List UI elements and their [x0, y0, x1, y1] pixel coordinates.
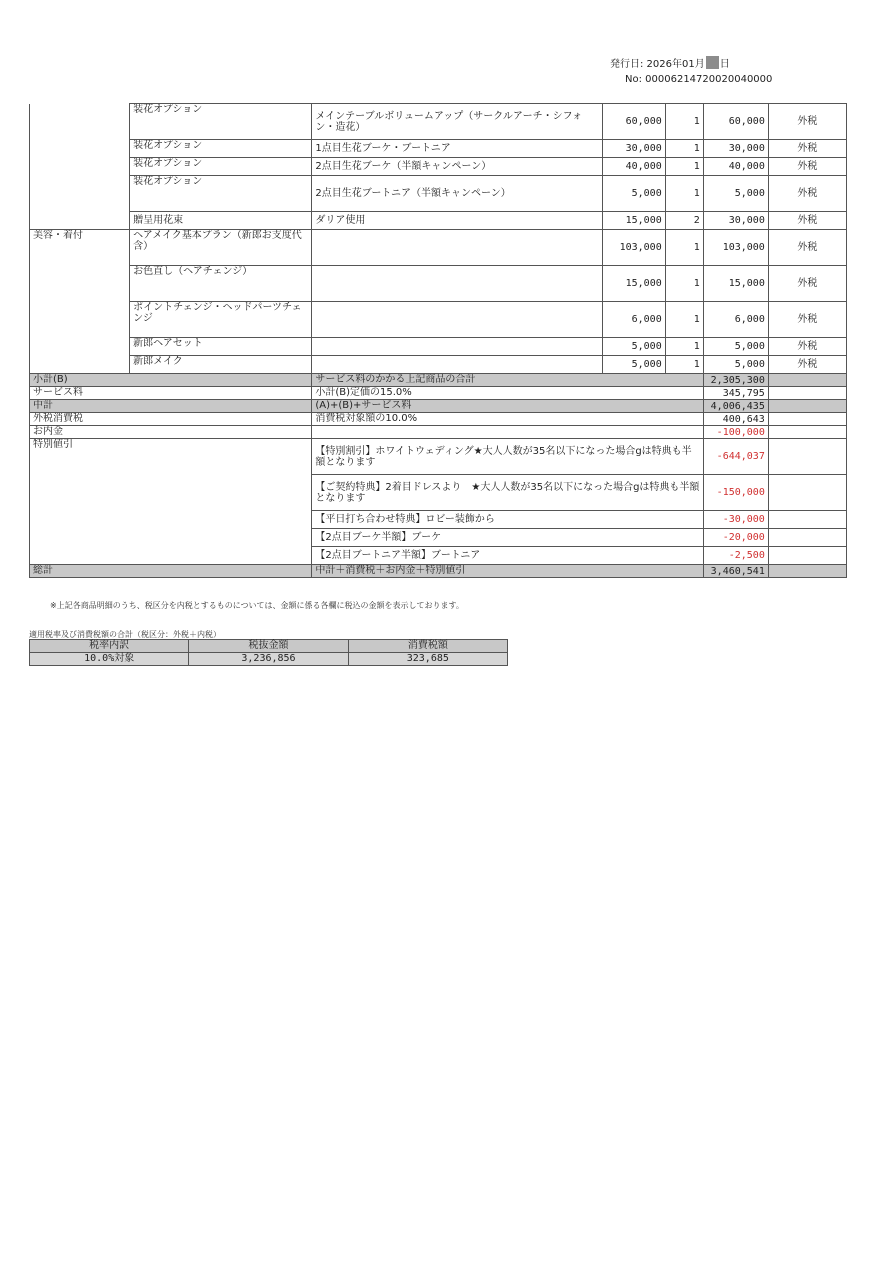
amount: 5,000 — [703, 338, 768, 356]
category-cell — [30, 158, 130, 176]
unit-price: 15,000 — [602, 266, 665, 302]
amount: 60,000 — [703, 104, 768, 140]
tax-type: 外税 — [768, 104, 846, 140]
item-name: ポイントチェンジ・ヘッドパーツチェンジ — [130, 302, 312, 338]
summary-amount: -100,000 — [703, 426, 768, 439]
amount: 30,000 — [703, 140, 768, 158]
summary-label: 総計 — [30, 565, 312, 578]
tax-type: 外税 — [768, 140, 846, 158]
tax-type: 外税 — [768, 356, 846, 374]
summary-label: お内金 — [30, 426, 312, 439]
category-cell: 美容・着付 — [30, 230, 130, 266]
item-name: 新郎ヘアセット — [130, 338, 312, 356]
category-cell — [30, 356, 130, 374]
unit-price: 15,000 — [602, 212, 665, 230]
deposit-row — [30, 426, 847, 439]
tax-header-rate: 税率内訳 — [30, 640, 189, 653]
summary-label: 小計(B) — [30, 374, 312, 387]
summary-desc: 消費税対象額の10.0% — [312, 413, 703, 426]
summary-desc — [312, 426, 703, 439]
discount-desc: 【2点目ブーケ半額】ブーケ — [312, 529, 703, 547]
amount: 5,000 — [703, 176, 768, 212]
discount-amount: -2,500 — [703, 547, 768, 565]
table-row — [30, 158, 847, 176]
quantity: 1 — [665, 176, 703, 212]
quantity: 1 — [665, 230, 703, 266]
summary-amount: 3,460,541 — [703, 565, 768, 578]
table-row — [30, 302, 847, 338]
unit-price: 5,000 — [602, 176, 665, 212]
discount-desc: 【2点目ブートニア半額】ブートニア — [312, 547, 703, 565]
category-cell — [30, 266, 130, 302]
table-row — [30, 212, 847, 230]
tax-amount: 323,685 — [348, 653, 507, 666]
quantity: 1 — [665, 338, 703, 356]
line-items-table — [29, 103, 847, 578]
unit-price: 30,000 — [602, 140, 665, 158]
discount-amount: -644,037 — [703, 439, 768, 475]
category-cell — [30, 176, 130, 212]
amount: 5,000 — [703, 356, 768, 374]
amount: 6,000 — [703, 302, 768, 338]
category-cell — [30, 140, 130, 158]
quantity: 1 — [665, 140, 703, 158]
item-detail: 2点目生花ブーケ（半額キャンペーン） — [312, 158, 602, 176]
tax-type: 外税 — [768, 338, 846, 356]
table-row — [30, 338, 847, 356]
discount-desc: 【ご契約特典】2着目ドレスより ★大人人数が35名以下になった場合gは特典も半額となります — [312, 475, 703, 511]
tax-type: 外税 — [768, 212, 846, 230]
quantity: 1 — [665, 158, 703, 176]
grand-total-row — [30, 565, 847, 578]
unit-price: 60,000 — [602, 104, 665, 140]
service-fee-row — [30, 387, 847, 400]
tax-type: 外税 — [768, 266, 846, 302]
item-name: 装花オプション — [130, 140, 312, 158]
item-name: 装花オプション — [130, 176, 312, 212]
tax-rate: 10.0%対象 — [30, 653, 189, 666]
item-detail — [312, 266, 602, 302]
tax-note: ※上記各商品明細のうち、税区分を内税とするものについては、金額に係る各欄に税込の金額を表示しております。 — [50, 601, 464, 610]
quantity: 1 — [665, 104, 703, 140]
item-detail — [312, 302, 602, 338]
summary-desc: (A)+(B)+サービス料 — [312, 400, 703, 413]
amount: 40,000 — [703, 158, 768, 176]
quantity: 2 — [665, 212, 703, 230]
unit-price: 103,000 — [602, 230, 665, 266]
tax-table-row — [30, 653, 508, 666]
summary-amount: 400,643 — [703, 413, 768, 426]
discount-amount: -30,000 — [703, 511, 768, 529]
table-row — [30, 356, 847, 374]
midtotal-row — [30, 400, 847, 413]
tax-summary-table — [29, 639, 508, 666]
item-name: 新郎メイク — [130, 356, 312, 374]
unit-price: 5,000 — [602, 338, 665, 356]
discount-row — [30, 439, 847, 475]
document-number: No: 00006214720020040000 — [625, 74, 773, 85]
summary-desc: 小計(B)定価の15.0% — [312, 387, 703, 400]
item-detail — [312, 338, 602, 356]
table-row — [30, 140, 847, 158]
quantity: 1 — [665, 266, 703, 302]
item-name: 装花オプション — [130, 158, 312, 176]
amount: 30,000 — [703, 212, 768, 230]
item-name: お色直し（ヘアチェンジ） — [130, 266, 312, 302]
summary-amount: 345,795 — [703, 387, 768, 400]
discount-desc: 【平日打ち合わせ特典】ロビー装飾から — [312, 511, 703, 529]
discount-label: 特別値引 — [30, 439, 312, 565]
item-detail — [312, 230, 602, 266]
redacted-day — [706, 56, 719, 69]
table-row — [30, 176, 847, 212]
table-row — [30, 104, 847, 140]
tax-base-amount: 3,236,856 — [189, 653, 348, 666]
amount: 103,000 — [703, 230, 768, 266]
unit-price: 6,000 — [602, 302, 665, 338]
summary-amount: 2,305,300 — [703, 374, 768, 387]
item-name: ヘアメイク基本プラン（新郎お支度代含） — [130, 230, 312, 266]
unit-price: 5,000 — [602, 356, 665, 374]
summary-label: 外税消費税 — [30, 413, 312, 426]
tax-type: 外税 — [768, 158, 846, 176]
unit-price: 40,000 — [602, 158, 665, 176]
tax-header-tax: 消費税額 — [348, 640, 507, 653]
document-header — [610, 56, 772, 87]
item-name: 装花オプション — [130, 104, 312, 140]
item-detail: メインテーブルボリュームアップ（サークルアーチ・シフォン・造花） — [312, 104, 602, 140]
tax-type: 外税 — [768, 176, 846, 212]
quantity: 1 — [665, 356, 703, 374]
tax-table-header — [30, 640, 508, 653]
table-row — [30, 230, 847, 266]
summary-desc: 中計＋消費税＋お内金＋特別値引 — [312, 565, 703, 578]
item-name: 贈呈用花束 — [130, 212, 312, 230]
item-detail: 1点目生花ブーケ・ブートニア — [312, 140, 602, 158]
summary-label: 中計 — [30, 400, 312, 413]
summary-desc: サービス料のかかる上記商品の合計 — [312, 374, 703, 387]
discount-amount: -150,000 — [703, 475, 768, 511]
subtotal-row — [30, 374, 847, 387]
summary-label: サービス料 — [30, 387, 312, 400]
issue-date: 発行日: 2026年01月 日 — [610, 56, 772, 72]
table-row — [30, 266, 847, 302]
consumption-tax-row — [30, 413, 847, 426]
category-cell — [30, 212, 130, 230]
category-cell — [30, 104, 130, 140]
discount-amount: -20,000 — [703, 529, 768, 547]
item-detail: 2点目生花ブートニア（半額キャンペーン） — [312, 176, 602, 212]
tax-type: 外税 — [768, 302, 846, 338]
summary-amount: 4,006,435 — [703, 400, 768, 413]
item-detail: ダリア使用 — [312, 212, 602, 230]
category-cell — [30, 302, 130, 338]
tax-header-base: 税抜金額 — [189, 640, 348, 653]
item-detail — [312, 356, 602, 374]
quantity: 1 — [665, 302, 703, 338]
discount-desc: 【特別割引】ホワイトウェディング★大人人数が35名以下になった場合gは特典も半額となります — [312, 439, 703, 475]
tax-type: 外税 — [768, 230, 846, 266]
amount: 15,000 — [703, 266, 768, 302]
tax-table-caption: 適用税率及び消費税額の合計（税区分：外税＋内税） — [29, 630, 221, 639]
category-cell — [30, 338, 130, 356]
